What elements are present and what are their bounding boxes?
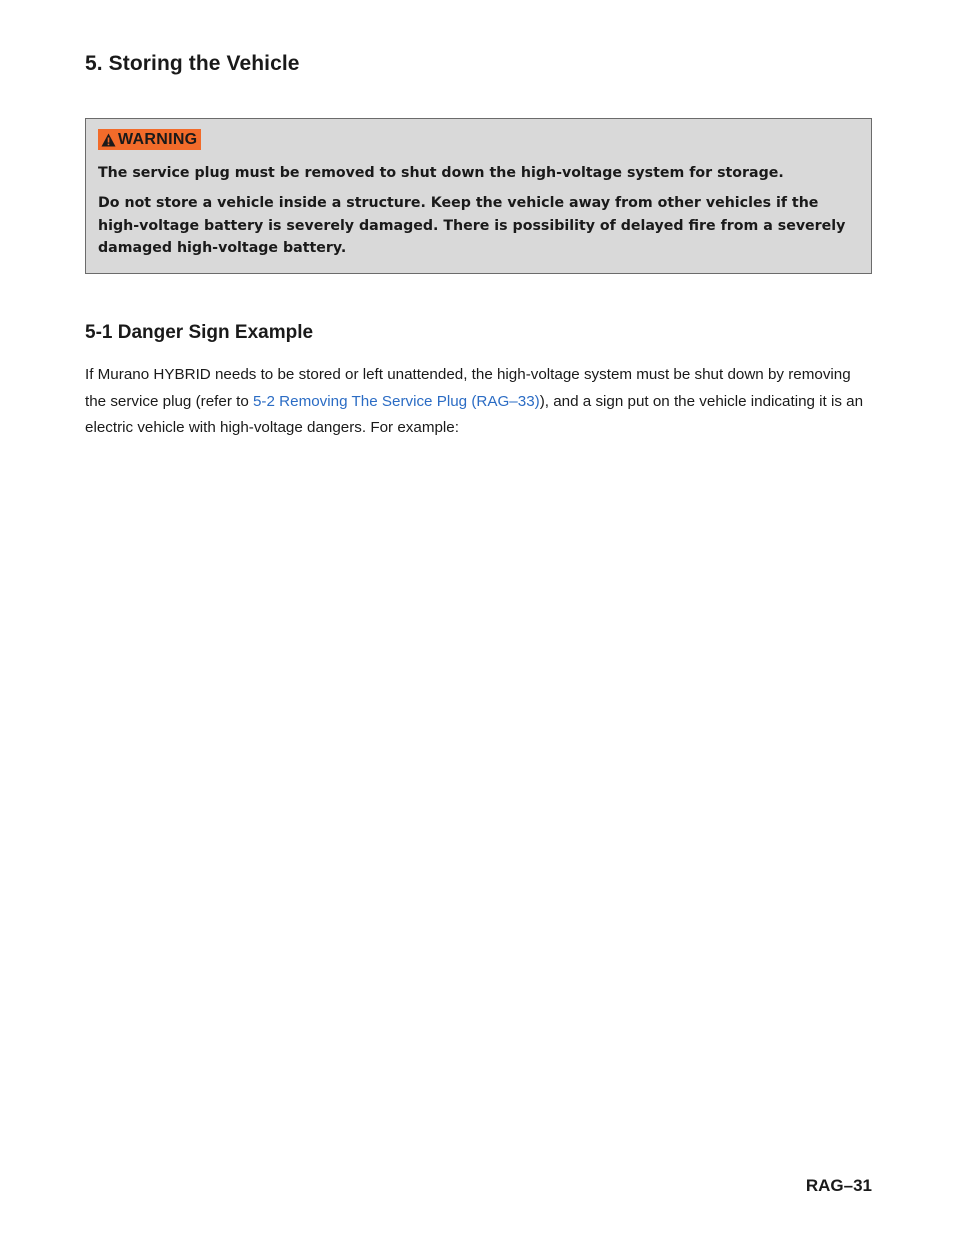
warning-triangle-icon [101, 133, 118, 147]
warning-label: WARNING [118, 130, 198, 148]
subsection-title: 5-1 Danger Sign Example [85, 322, 314, 343]
page-number: RAG–31 [805, 1176, 872, 1195]
warning-badge [98, 129, 201, 150]
section-title: 5. Storing the Vehicle [85, 52, 300, 75]
paragraph-text-before-link: If Murano HYBRID needs to be stored or left unattended, the high-voltage system must be shut down by removing the service plug (refer to [85, 366, 851, 410]
warning-text-damaged-battery: Do not store a vehicle inside a structure. Keep the vehicle away from other vehicles if the high-voltage battery is severely damaged. There is possibility of delayed fire from a severely damaged high-voltage battery. [98, 195, 846, 256]
service-plug-cross-reference-link[interactable]: 5-2 Removing The Service Plug (RAG–33) [252, 392, 540, 410]
warning-box [85, 118, 872, 274]
danger-sign-paragraph [85, 362, 875, 442]
warning-text-storage: The service plug must be removed to shut down the high-voltage system for storage. [98, 164, 784, 181]
paragraph-text-after-link: ), and a sign put on the vehicle indicating it is an electric vehicle with high-voltage dangers. For example: [85, 392, 864, 436]
